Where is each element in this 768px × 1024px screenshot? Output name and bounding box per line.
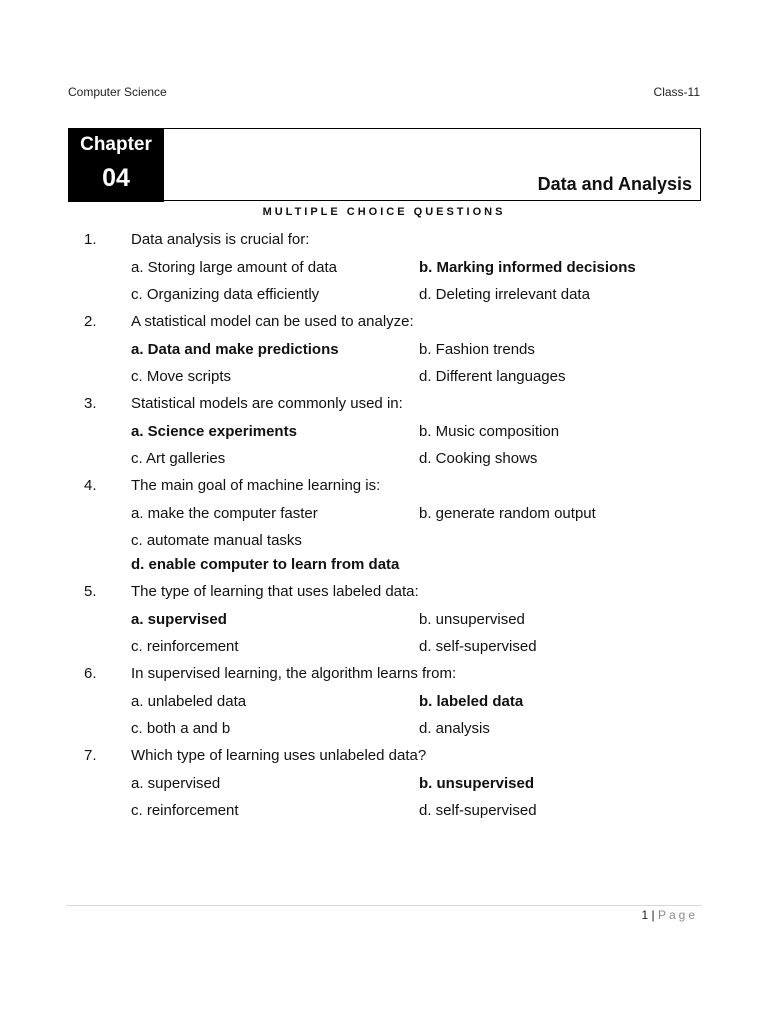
option-b-correct: b. labeled data	[419, 693, 524, 710]
option-a: a. make the computer faster	[131, 505, 318, 522]
option-d: d. self-supervised	[419, 802, 537, 819]
question-stem: The type of learning that uses labeled data:	[131, 583, 419, 600]
question-number: 4.	[84, 477, 97, 494]
option-d: d. Different languages	[419, 368, 566, 385]
page-number: 1	[641, 908, 649, 922]
subject-header: Computer Science	[68, 85, 167, 99]
option-d: d. Cooking shows	[419, 450, 538, 467]
question-number: 1.	[84, 231, 97, 248]
option-b-correct: b. unsupervised	[419, 775, 535, 792]
option-c: c. Organizing data efficiently	[131, 286, 320, 303]
footer-separator: |	[651, 908, 655, 922]
option-d-correct: d. enable computer to learn from data	[131, 556, 400, 573]
question-number: 2.	[84, 313, 97, 330]
option-a-correct: a. Data and make predictions	[131, 341, 339, 358]
option-c: c. Move scripts	[131, 368, 232, 385]
class-header: Class-11	[653, 85, 700, 99]
option-d: d. Deleting irrelevant data	[419, 286, 590, 303]
question-stem: In supervised learning, the algorithm learns from:	[131, 665, 457, 682]
question-number: 5.	[84, 583, 97, 600]
option-d: d. self-supervised	[419, 638, 537, 655]
option-c: c. reinforcement	[131, 802, 239, 819]
chapter-badge	[68, 128, 164, 202]
question-number: 6.	[84, 665, 97, 682]
option-c: c. automate manual tasks	[131, 532, 302, 549]
option-a-correct: a. Science experiments	[131, 423, 297, 440]
question-number: 3.	[84, 395, 97, 412]
option-a-correct: a. supervised	[131, 611, 227, 628]
question-number: 7.	[84, 747, 97, 764]
option-b: b. Music composition	[419, 423, 560, 440]
option-b: b. generate random output	[419, 505, 596, 522]
section-heading: MULTIPLE CHOICE QUESTIONS	[262, 206, 506, 218]
question-stem: Data analysis is crucial for:	[131, 231, 310, 248]
option-b: b. Fashion trends	[419, 341, 535, 358]
page-footer	[641, 908, 698, 922]
option-c: c. both a and b	[131, 720, 231, 737]
option-b: b. unsupervised	[419, 611, 525, 628]
option-a: a. supervised	[131, 775, 221, 792]
footer-divider	[66, 905, 702, 906]
chapter-label: Chapter	[80, 134, 152, 155]
chapter-number: 04	[102, 164, 130, 192]
option-a: a. Storing large amount of data	[131, 259, 337, 276]
page-label: Page	[657, 908, 698, 922]
question-stem: The main goal of machine learning is:	[131, 477, 381, 494]
option-b-correct: b. Marking informed decisions	[419, 259, 636, 276]
question-stem: A statistical model can be used to analyze:	[131, 313, 414, 330]
option-c: c. Art galleries	[131, 450, 226, 467]
option-c: c. reinforcement	[131, 638, 239, 655]
question-stem: Statistical models are commonly used in:	[131, 395, 403, 412]
chapter-title: Data and Analysis	[537, 174, 692, 194]
option-a: a. unlabeled data	[131, 693, 247, 710]
question-stem: Which type of learning uses unlabeled data?	[131, 747, 427, 764]
option-d: d. analysis	[419, 720, 490, 737]
chapter-banner	[68, 128, 701, 201]
